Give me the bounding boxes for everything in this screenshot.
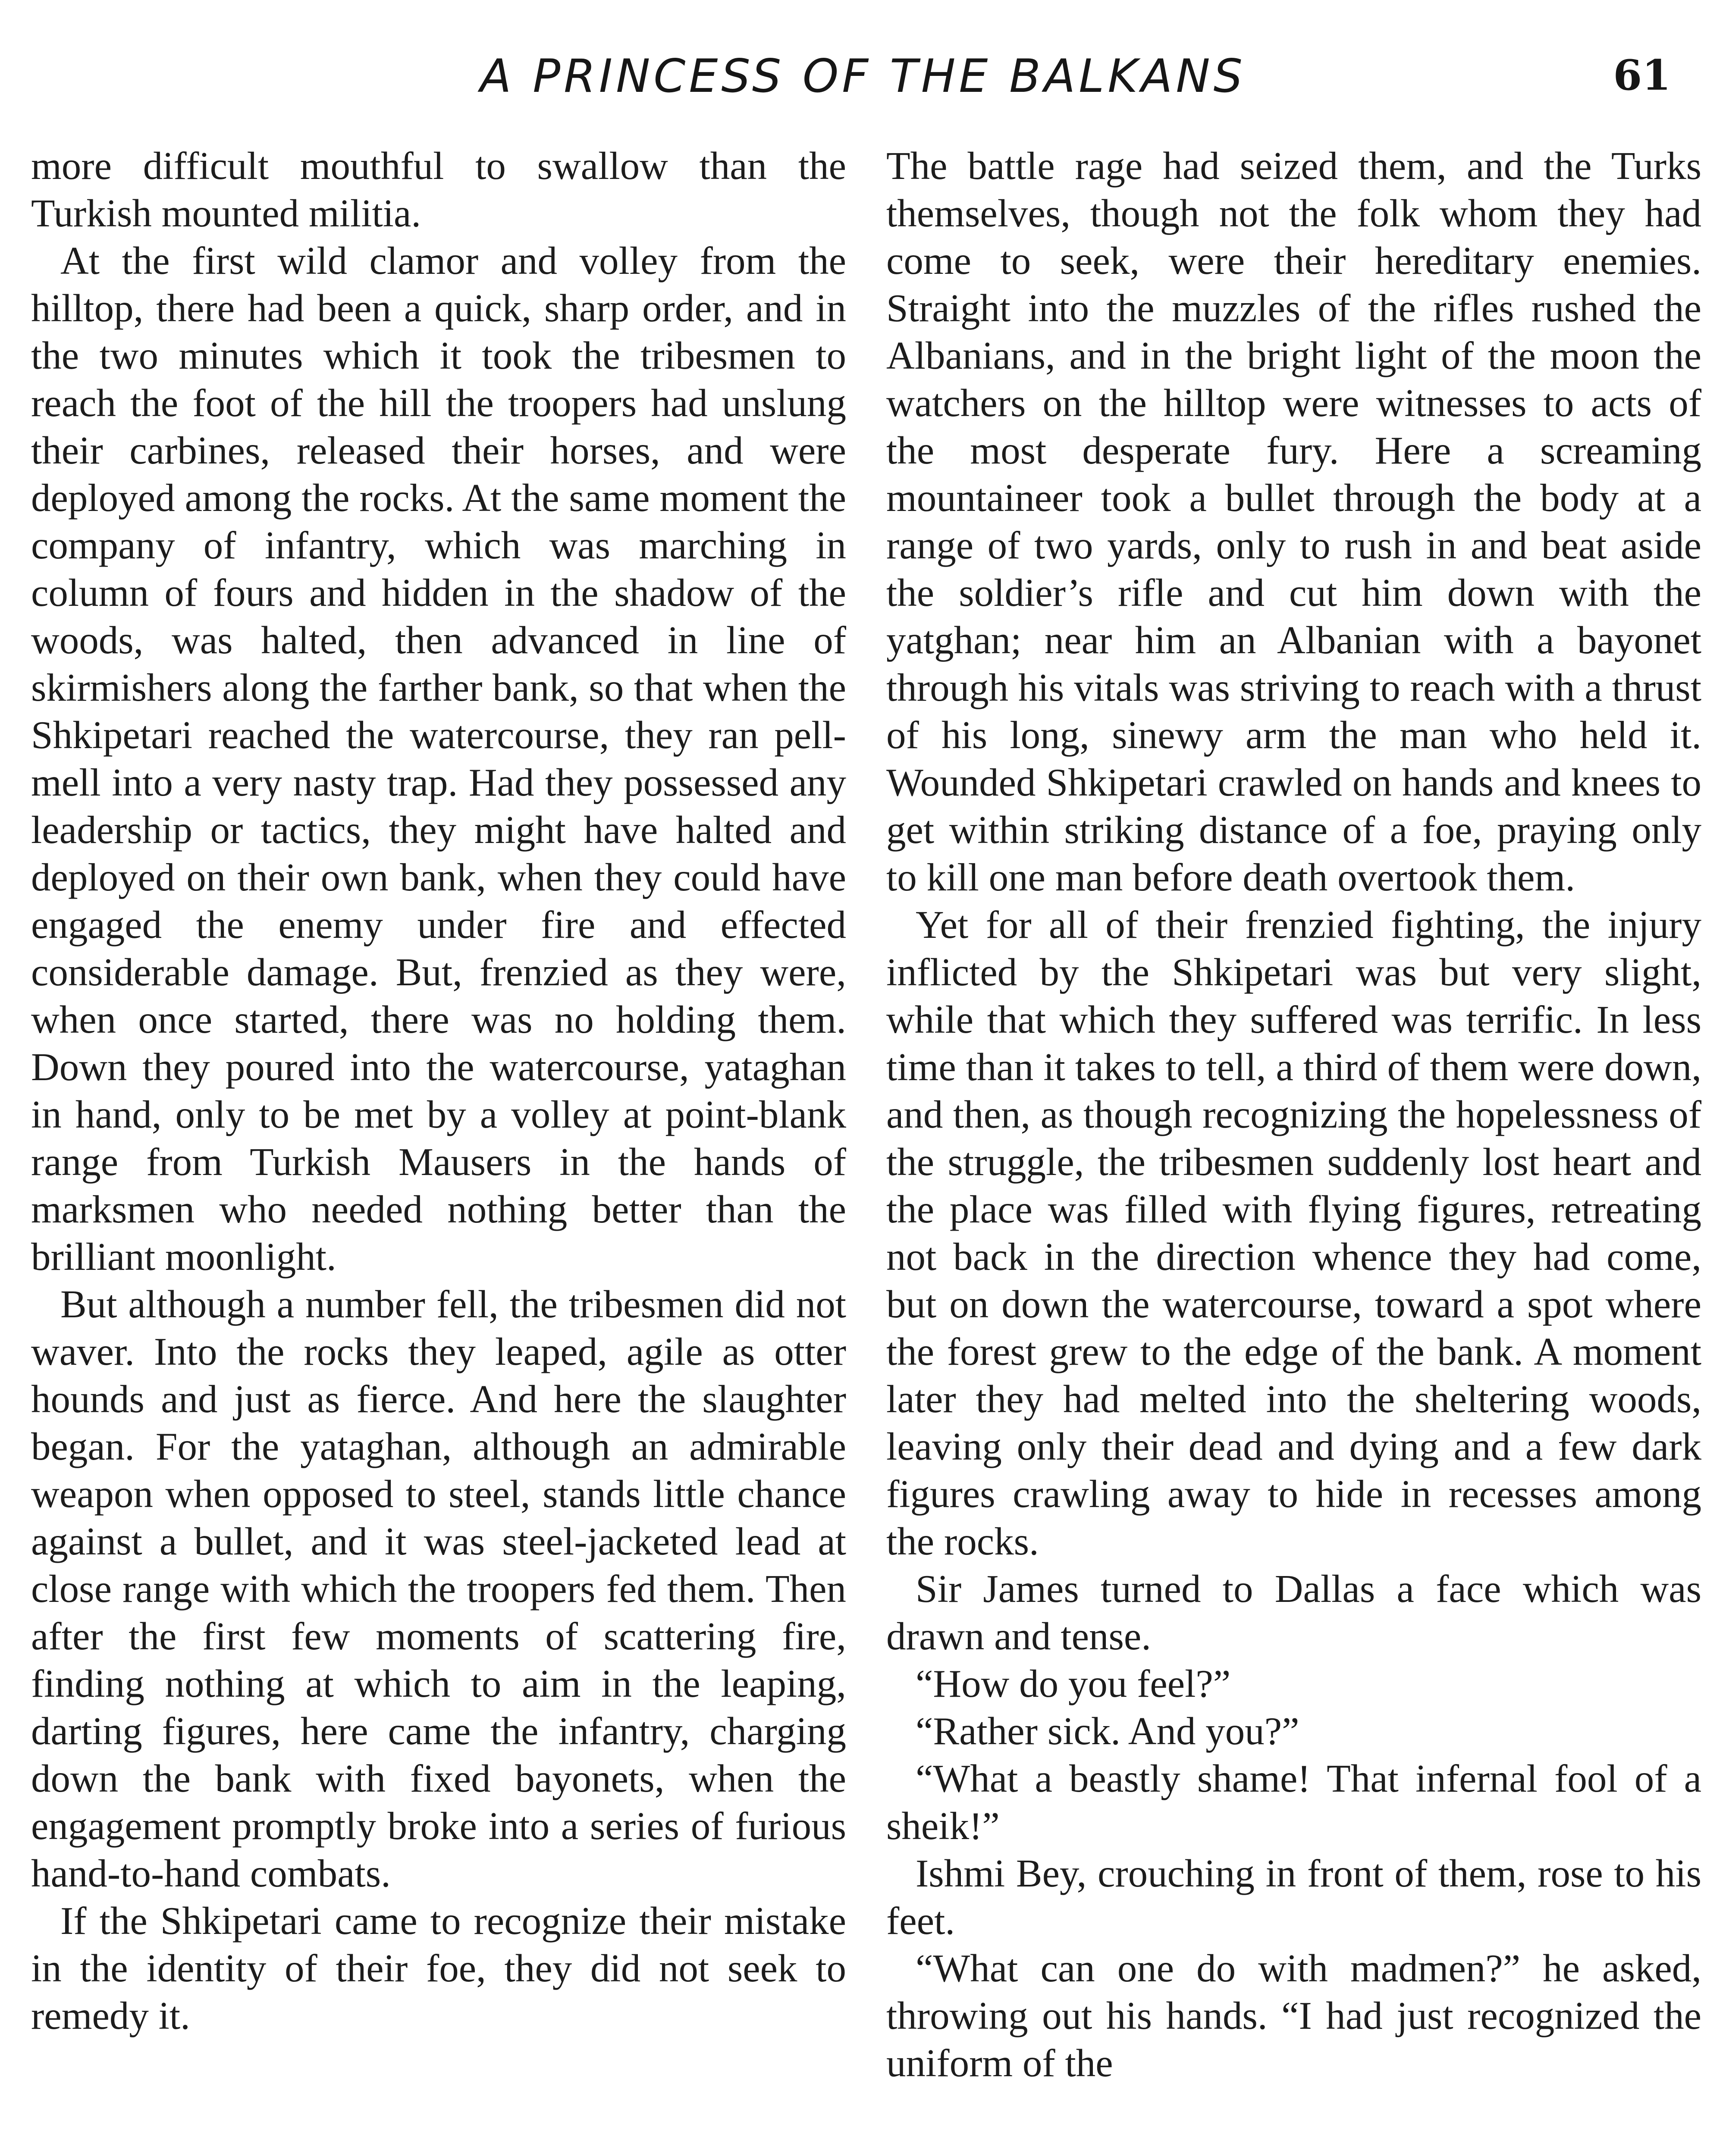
paragraph: If the Shkipetari came to recognize their mistake in the identity of their foe, they did not seek to remedy it. <box>31 1899 846 2037</box>
paragraph: Sir James turned to Dallas a face which was drawn and tense. <box>886 1567 1701 1658</box>
paragraph: At the first wild clamor and volley from the hilltop, there had been a quick, sharp order, and in the two minutes which it took the tribesmen to reach the foot of the hill the troopers had unslung their carbines, released their horses, and were deployed among the rocks. At the same moment the company of infantry, which was marching in column of fours and hidden in the shadow of the woods, was halted, then advanced in line of skirmishers along the farther bank, so that when the Shkipetari reached the watercourse, they ran pell-mell into a very nasty trap. Had they possessed any leadership or tactics, they might have halted and deployed on their own bank, when they could have engaged the enemy under fire and effected considerable damage. But, frenzied as they were, when once started, there was no holding them. Down they poured into the watercourse, yataghan in hand, only to be met by a volley at point-blank range from Turkish Mausers in the hands of marksmen who needed nothing better than the brilliant moonlight. <box>31 239 846 1279</box>
paragraph: “What a beastly shame! That infernal fool of a sheik!” <box>886 1757 1701 1848</box>
page-number: 61 <box>1613 51 1671 100</box>
right-column <box>886 142 1701 2156</box>
paragraph: The battle rage had seized them, and the Turks themselves, though not the folk whom they had come to seek, were their hereditary enemies. Straight into the muzzles of the rifles rushed the Albanians, and in the bright light of the moon the watchers on the hilltop were witnesses to acts of the most desperate fury. Here a screaming mountaineer took a bullet through the body at a range of two yards, only to rush in and beat aside the soldier’s rifle and cut him down with the yatghan; near him an Albanian with a bayonet through his vitals was striving to reach with a thrust of his long, sinewy arm the man who held it. Wounded Shkipetari crawled on hands and knees to get within striking distance of a foe, praying only to kill one man before death overtook them. <box>886 144 1701 899</box>
paragraph: more difficult mouthful to swallow than the Turkish mounted militia. <box>31 144 846 235</box>
left-column <box>31 142 846 2156</box>
paragraph: “What can one do with madmen?” he asked, throwing out his hands. “I had just recognized the uniform of the <box>886 1946 1701 2085</box>
paragraph: But although a number fell, the tribesmen did not waver. Into the rocks they leaped, agile as otter hounds and just as fierce. And here the slaughter began. For the yataghan, although an admirable weapon when opposed to steel, stands little chance against a bullet, and it was steel-jacketed lead at close range with which the troopers fed them. Then after the first few moments of scattering fire, finding nothing at which to aim in the leaping, darting figures, here came the infantry, charging down the bank with fixed bayonets, when the engagement promptly broke into a series of furious hand-to-hand combats. <box>31 1282 846 1895</box>
paragraph: “Rather sick. And you?” <box>916 1709 1299 1753</box>
paragraph: “How do you feel?” <box>916 1662 1231 1705</box>
paragraph: Yet for all of their frenzied fighting, the injury inflicted by the Shkipetari was but very slight, while that which they suffered was terrific. In less time than it takes to tell, a third of them were down, and then, as though recognizing the hopelessness of the struggle, the tribesmen suddenly lost heart and the place was filled with flying figures, retreating not back in the direction whence they had come, but on down the watercourse, toward a spot where the forest grew to the edge of the bank. A moment later they had melted into the sheltering woods, leaving only their dead and dying and a few dark figures crawling away to hide in recesses among the rocks. <box>886 903 1701 1563</box>
paragraph: Ishmi Bey, crouching in front of them, rose to his feet. <box>886 1852 1701 1943</box>
running-title: A PRINCESS OF THE BALKANS <box>480 50 1246 103</box>
